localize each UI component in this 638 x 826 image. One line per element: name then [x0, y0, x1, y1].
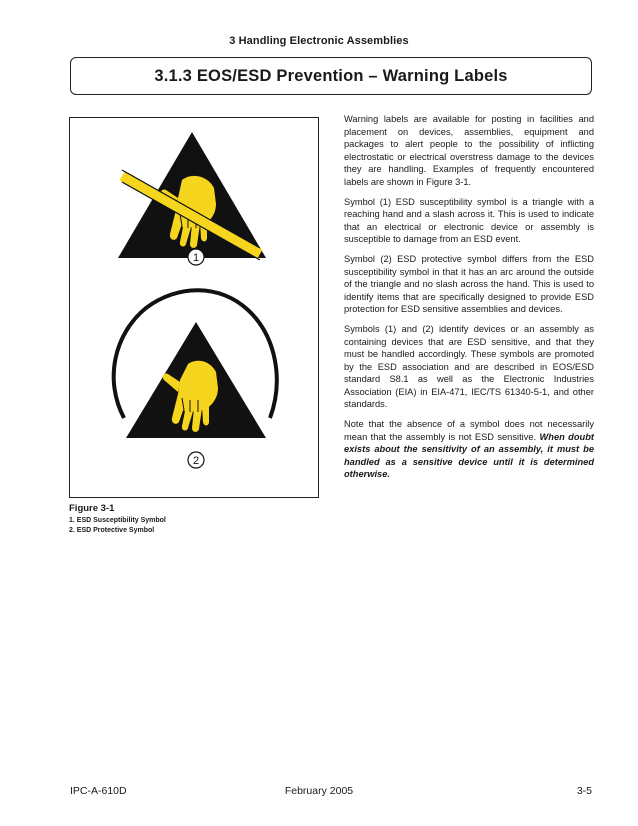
paragraph-plain: Note that the absence of a symbol does not necessarily mean that the assembly is not ESD sensitive.: [344, 419, 594, 442]
paragraph: Warning labels are available for posting in facilities and placement on devices, assemblies, equipment and packages to alert people to the possibility of inflicting electrostatic or electrical overstress damage to the devices they are handling. Examples of frequently encountered labels are shown in Figure 3-1.: [344, 114, 594, 187]
figure-frame: [69, 117, 319, 498]
figure-caption-item: 2. ESD Protective Symbol: [69, 527, 155, 534]
figure-caption: [69, 503, 319, 536]
paragraph: [344, 418, 594, 481]
esd-protective-symbol: [114, 290, 277, 468]
esd-symbols-illustration: [70, 118, 320, 499]
paragraph: Symbol (2) ESD protective symbol differs from the ESD susceptibility symbol in that it has an arc around the outside of the triangle and no slash across the hand. This is used to identify items that are specifically designed to provide ESD protection for ESD sensitive assemblies and devices.: [344, 253, 594, 315]
footer-date: February 2005: [284, 785, 354, 797]
footer-page-number: 3-5: [576, 785, 592, 797]
figure-caption-title: Figure 3-1: [69, 503, 115, 514]
figure-caption-item: 1. ESD Susceptibility Symbol: [69, 517, 166, 524]
marker-1-label: 1: [192, 252, 200, 264]
running-head: 3 Handling Electronic Assemblies: [229, 35, 409, 47]
footer-doc-id: IPC-A-610D: [70, 785, 127, 797]
section-title-box: [70, 57, 592, 95]
paragraph: Symbol (1) ESD susceptibility symbol is a triangle with a reaching hand and a slash across it. This is used to indicate that an electrical or electronic device or assembly is susceptible to damage from an ESD event.: [344, 196, 594, 245]
marker-2-label: 2: [192, 455, 200, 467]
body-text: [344, 113, 594, 488]
esd-susceptibility-symbol: [118, 132, 266, 265]
paragraph-emphasis: When doubt exists about the sensitivity of an assembly, it must be handled as a sensitive device until it is determined otherwise.: [344, 431, 594, 480]
paragraph: Symbols (1) and (2) identify devices or an assembly as containing devices that are ESD sensitive, and that they must be handled accordingly. These symbols are promoted by the ESD association and are described in EOS/ESD standard S8.1 as well as the Electronic Industries Association (EIA) in EIA-471, IEC/TS 61340-5-1, and other standards.: [344, 323, 594, 410]
section-title: 3.1.3 EOS/ESD Prevention – Warning Labels: [154, 66, 508, 85]
